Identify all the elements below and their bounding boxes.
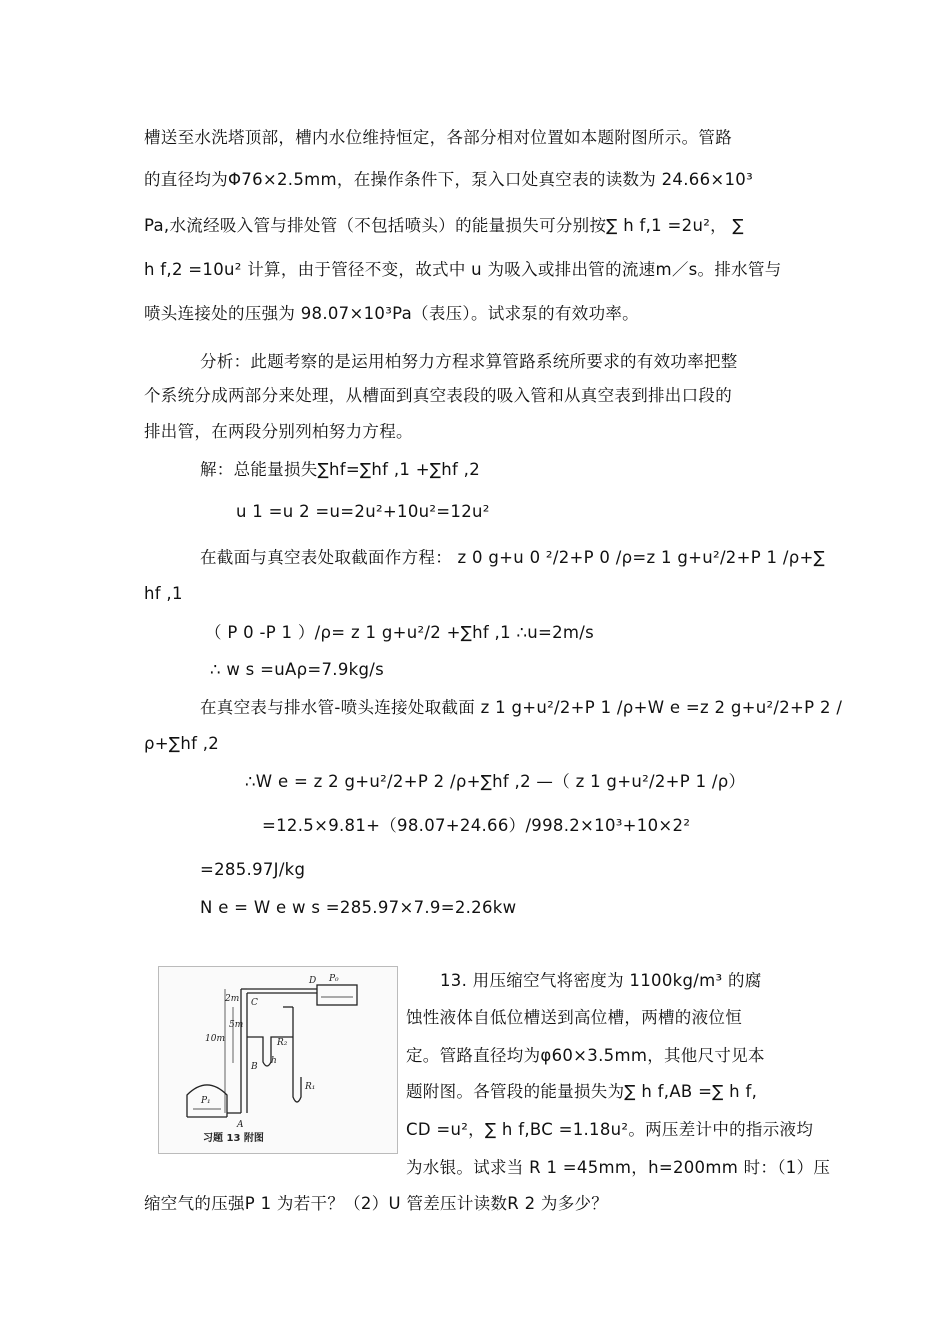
solution-line-4: hf ,1 [144, 584, 183, 603]
solution-line-7: 在真空表与排水管-喷头连接处取截面 z 1 g+u²/2+P 1 /ρ+W e =z 2 g+u²/2+P 2 / [200, 698, 843, 717]
problem12-line-2: 的直径均为Φ76×2.5mm，在操作条件下，泵入口处真空表的读数为 24.66×10³ [144, 170, 754, 189]
label-h: h [271, 1056, 277, 1066]
problem13-line-2: 蚀性液体自低位槽送到高位槽，两槽的液位恒 [406, 1008, 742, 1027]
solution-line-3: 在截面与真空表处取截面作方程： z 0 g+u 0 ²/2+P 0 /ρ=z 1 g+u²/2+P 1 /ρ+∑ [200, 548, 826, 567]
analysis-line-1: 分析：此题考察的是运用柏努力方程求算管路系统所要求的有效功率把整 [200, 352, 738, 371]
solution-line-10: =12.5×9.81+（98.07+24.66）/998.2×10³+10×2² [262, 816, 691, 835]
solution-line-6: ∴ w s =uAρ=7.9kg/s [210, 660, 385, 679]
solution-line-5: （ P 0 -P 1 ）/ρ= z 1 g+u²/2 +∑hf ,1 ∴u=2m/s [205, 623, 595, 642]
label-A: A [237, 1120, 244, 1130]
solution-line-12: N e = W e w s =285.97×7.9=2.26kw [200, 898, 517, 917]
analysis-line-3: 排出管，在两段分别列柏努力方程。 [144, 422, 413, 441]
label-2m: 2m [225, 994, 240, 1004]
problem13-line-5: CD =u²，∑ h f,BC =1.18u²。两压差计中的指示液均 [406, 1120, 814, 1139]
problem12-line-4: h f,2 =10u² 计算，由于管径不变，故式中 u 为吸入或排出管的流速m／s。排水管与 [144, 260, 782, 279]
apparatus-diagram [159, 967, 397, 1153]
problem13-line-1: 13. 用压缩空气将密度为 1100kg/m³ 的腐 [440, 971, 762, 990]
problem13-line-4: 题附图。各管段的能量损失为∑ h f,AB =∑ h f, [406, 1082, 758, 1101]
solution-line-9: ∴W e = z 2 g+u²/2+P 2 /ρ+∑hf ,2 —（ z 1 g+u²/2+P 1 /ρ） [245, 772, 746, 791]
problem13-figure [158, 966, 398, 1154]
label-P1: P₁ [201, 1096, 211, 1106]
solution-line-8: ρ+∑hf ,2 [144, 734, 220, 753]
analysis-line-2: 个系统分成两部分来处理，从槽面到真空表段的吸入管和从真空表到排出口段的 [144, 386, 732, 405]
problem13-line-6: 为水银。试求当 R 1 =45mm，h=200mm 时：（1）压 [406, 1158, 831, 1177]
label-5m: 5m [229, 1020, 244, 1030]
solution-line-2: u 1 =u 2 =u=2u²+10u²=12u² [236, 502, 490, 521]
problem12-line-3: Pa,水流经吸入管与排处管（不包括喷头）的能量损失可分别按∑ h f,1 =2u²， ∑ [144, 216, 744, 235]
problem12-line-1: 槽送至水洗塔顶部，槽内水位维持恒定，各部分相对位置如本题附图所示。管路 [144, 128, 732, 147]
problem13-line-3: 定。管路直径均为φ60×3.5mm，其他尺寸见本 [406, 1046, 765, 1065]
label-P0: P₀ [329, 974, 339, 984]
figure-caption: 习题 13 附图 [203, 1133, 264, 1144]
solution-line-11: =285.97J/kg [200, 860, 306, 879]
label-10m: 10m [205, 1034, 225, 1044]
label-C: C [251, 998, 258, 1008]
problem13-line-7: 缩空气的压强P 1 为若干？（2）U 管差压计读数R 2 为多少？ [144, 1194, 609, 1213]
label-B: B [251, 1062, 258, 1072]
high-tank-shape [317, 985, 357, 1005]
label-D: D [309, 976, 317, 986]
solution-line-1: 解：总能量损失∑hf=∑hf ,1 +∑hf ,2 [200, 460, 481, 479]
label-R2: R₂ [277, 1038, 288, 1048]
problem12-line-5: 喷头连接处的压强为 98.07×10³Pa（表压）。试求泵的有效功率。 [144, 304, 639, 323]
label-R1: R₁ [305, 1082, 316, 1092]
